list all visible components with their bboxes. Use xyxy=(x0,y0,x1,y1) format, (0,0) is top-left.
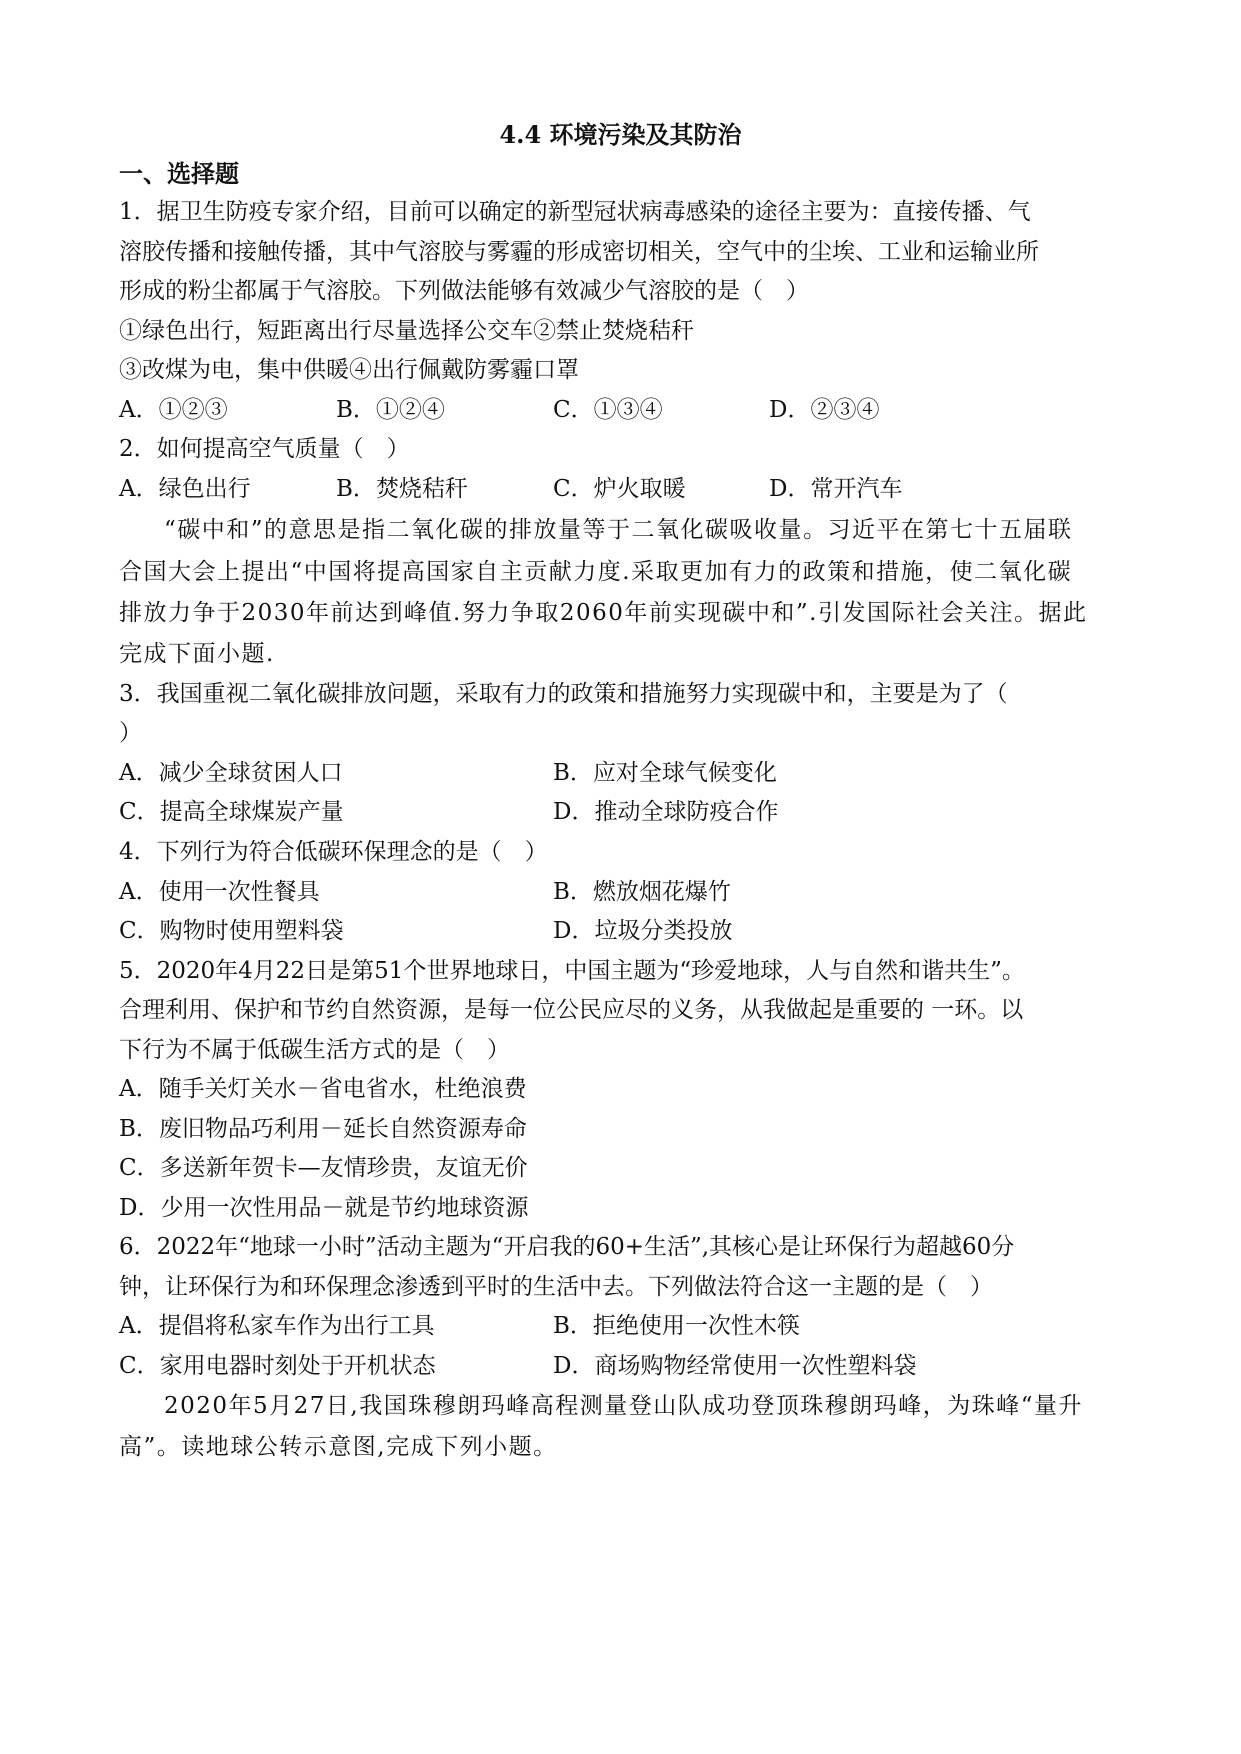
q3-option-d[interactable]: D．推动全球防疫合作 xyxy=(553,799,779,825)
passage1-line-3: 排放力争于2030年前达到峰值.努力争取2060年前实现碳中和”.引发国际社会关注。据此 xyxy=(119,600,1088,626)
q1-stem-line-2: 溶胶传播和接触传播，其中气溶胶与雾霾的形成密切相关，空气中的尘埃、工业和运输业所 xyxy=(119,239,1039,265)
q1-option-d[interactable]: D．②③④ xyxy=(769,397,880,423)
q5-stem-line-3: 下行为不属于低碳生活方式的是（ ） xyxy=(119,1037,510,1063)
q4-option-c[interactable]: C．购物时使用塑料袋 xyxy=(119,918,344,944)
q5-option-a[interactable]: A．随手关灯关水－省电省水，杜绝浪费 xyxy=(119,1076,527,1102)
passage1-line-2: 合国大会上提出“中国将提高国家自主贡献力度.采取更加有力的政策和措施，使二氧化碳 xyxy=(119,559,1073,585)
q4-option-b[interactable]: B．燃放烟花爆竹 xyxy=(553,879,731,905)
q2-option-a[interactable]: A．绿色出行 xyxy=(119,476,251,502)
section-heading: 一、选择题 xyxy=(119,159,239,188)
q1-options xyxy=(119,395,228,425)
q4-option-a[interactable]: A．使用一次性餐具 xyxy=(119,879,320,905)
q5-stem-line-2: 合理利用、保护和节约自然资源，是每一位公民应尽的义务，从我做起是重要的 一环。以 xyxy=(119,997,1024,1023)
q1-option-b[interactable]: B．①②④ xyxy=(336,397,445,423)
q5-option-c[interactable]: C．多送新年贺卡—友情珍贵，友谊无价 xyxy=(119,1155,528,1181)
q6-option-c[interactable]: C．家用电器时刻处于开机状态 xyxy=(119,1353,436,1379)
q6-stem-line-1: 6．2022年“地球一小时”活动主题为“开启我的60+生活”,其核心是让环保行为超越60分 xyxy=(119,1234,1015,1260)
page-title: 4.4 环境污染及其防治 xyxy=(499,120,742,149)
q1-statement-line-1: ①绿色出行，短距离出行尽量选择公交车②禁止焚烧秸秆 xyxy=(119,318,694,344)
passage2-line-1: 2020年5月27日,我国珠穆朗玛峰高程测量登山队成功登顶珠穆朗玛峰，为珠峰“量升 xyxy=(164,1393,1084,1419)
q4-option-d[interactable]: D．垃圾分类投放 xyxy=(553,918,733,944)
passage2-line-2: 高”。读地球公转示意图,完成下列小题。 xyxy=(119,1434,558,1460)
q3-option-b[interactable]: B．应对全球气候变化 xyxy=(553,760,777,786)
q1-option-c[interactable]: C．①③④ xyxy=(553,397,663,423)
q1-stem-line-3: 形成的粉尘都属于气溶胶。下列做法能够有效减少气溶胶的是（ ） xyxy=(119,278,809,304)
passage1-line-4: 完成下面小题. xyxy=(119,641,275,667)
q6-option-a[interactable]: A．提倡将私家车作为出行工具 xyxy=(119,1313,435,1339)
q6-option-d[interactable]: D．商场购物经常使用一次性塑料袋 xyxy=(553,1353,917,1379)
passage1-line-1: “碳中和”的意思是指二氧化碳的排放量等于二氧化碳吸收量。习近平在第七十五届联 xyxy=(164,517,1073,543)
q4-stem: 4．下列行为符合低碳环保理念的是（ ） xyxy=(119,839,548,865)
q5-option-b[interactable]: B．废旧物品巧利用－延长自然资源寿命 xyxy=(119,1116,527,1142)
q2-option-c[interactable]: C．炉火取暖 xyxy=(553,476,686,502)
q3-stem-line-2: ） xyxy=(119,720,142,746)
q1-stem-line-1: 1．据卫生防疫专家介绍，目前可以确定的新型冠状病毒感染的途径主要为：直接传播、气 xyxy=(119,199,1031,225)
q5-stem-line-1: 5．2020年4月22日是第51个世界地球日，中国主题为“珍爱地球，人与自然和谐共生”。 xyxy=(119,958,1025,984)
q5-option-d[interactable]: D．少用一次性用品－就是节约地球资源 xyxy=(119,1195,529,1221)
q2-option-d[interactable]: D．常开汽车 xyxy=(769,476,903,502)
q2-option-b[interactable]: B．焚烧秸秆 xyxy=(336,476,468,502)
q3-stem-line-1: 3．我国重视二氧化碳排放问题，采取有力的政策和措施努力实现碳中和，主要是为了（ xyxy=(119,681,1008,707)
q1-statement-line-2: ③改煤为电，集中供暖④出行佩戴防雾霾口罩 xyxy=(119,357,579,383)
q3-option-a[interactable]: A．减少全球贫困人口 xyxy=(119,760,343,786)
q6-option-b[interactable]: B．拒绝使用一次性木筷 xyxy=(553,1313,800,1339)
q6-stem-line-2: 钟，让环保行为和环保理念渗透到平时的生活中去。下列做法符合这一主题的是（ ） xyxy=(119,1274,993,1300)
q1-option-a[interactable]: A．①②③ xyxy=(119,397,228,423)
q2-stem: 2．如何提高空气质量（ ） xyxy=(119,436,410,462)
q3-option-c[interactable]: C．提高全球煤炭产量 xyxy=(119,799,344,825)
